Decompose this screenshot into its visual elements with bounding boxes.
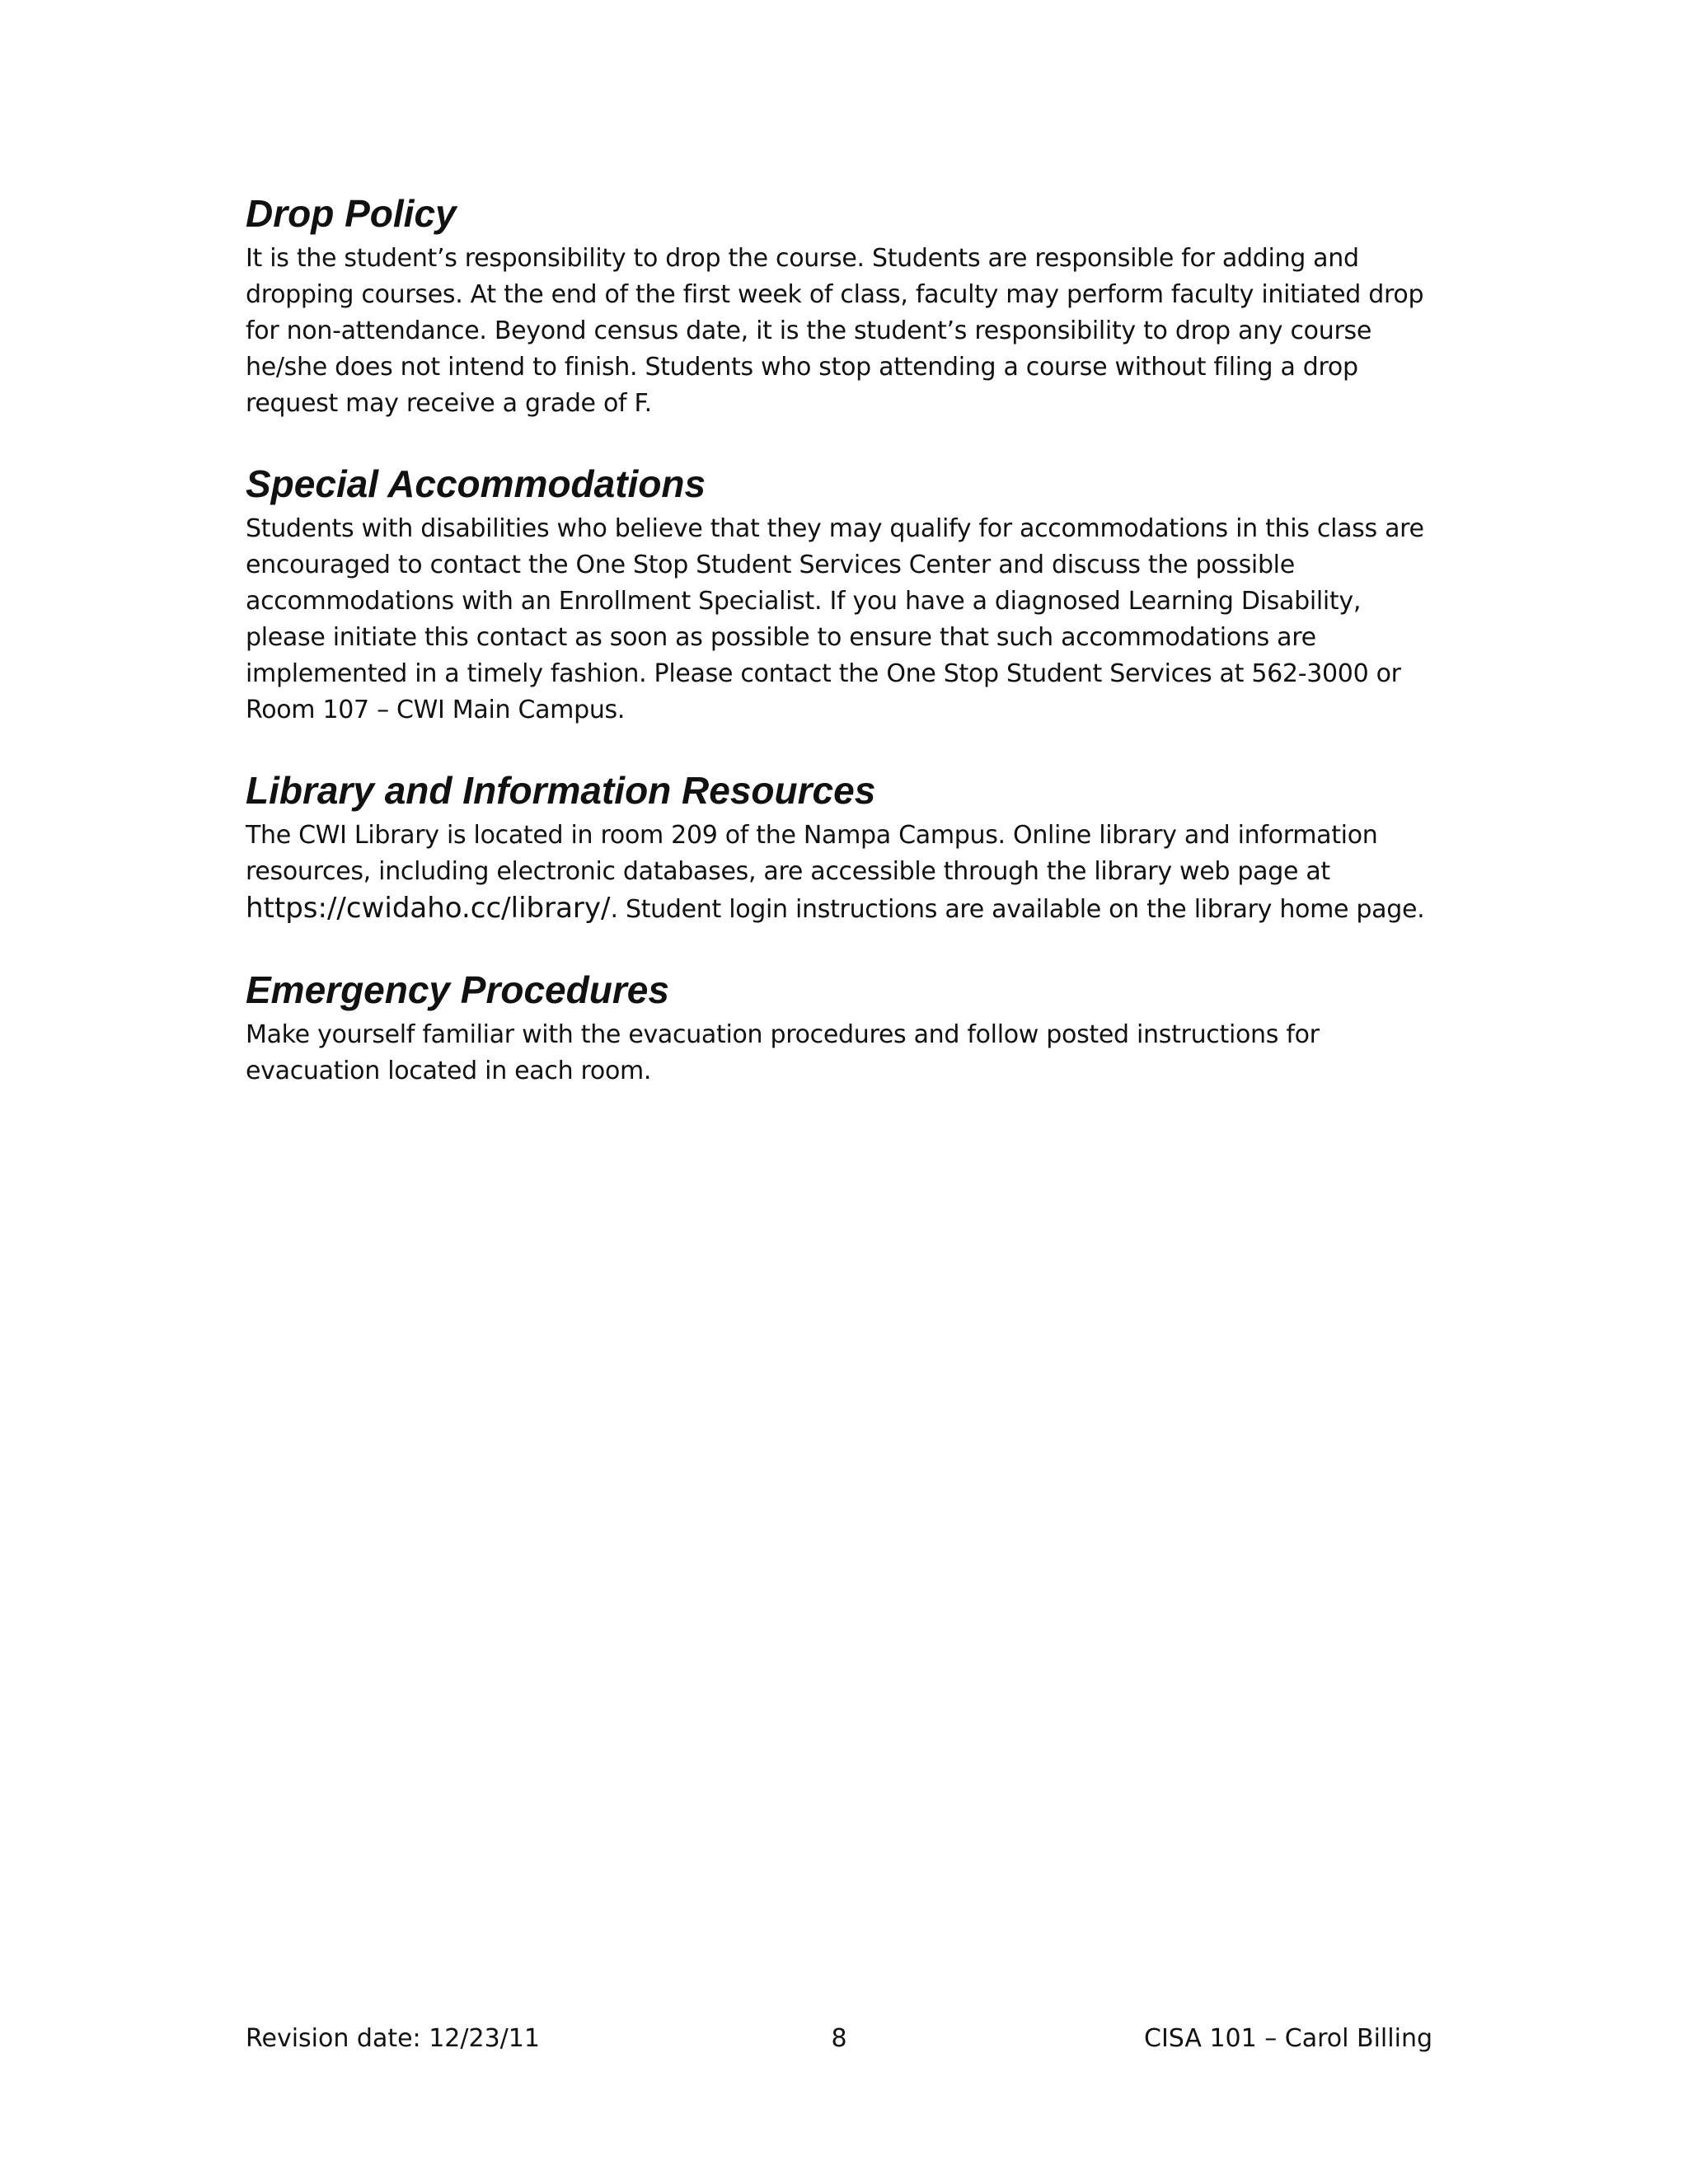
- section-heading: Drop Policy: [246, 192, 457, 235]
- footer-page-number: 8: [831, 2024, 847, 2053]
- page-footer: [246, 2021, 1432, 2057]
- section-special-accommodations: [246, 460, 1432, 729]
- section-heading: Emergency Procedures: [246, 968, 669, 1011]
- section-body-before-url: The CWI Library is located in room 209 of the Nampa Campus. Online library and information resources, including electronic databases, are accessible through the library web page at: [246, 821, 1378, 886]
- section-drop-policy: [246, 190, 1432, 422]
- page-content: [246, 190, 1432, 1127]
- section-body-after-url: . Student login instructions are available on the library home page.: [610, 895, 1425, 924]
- library-url-link[interactable]: https://cwidaho.cc/library/: [246, 892, 611, 925]
- footer-course-name: CISA 101 – Carol Billing: [1144, 2024, 1432, 2053]
- section-heading: Library and Information Resources: [246, 769, 876, 812]
- section-library-resources: [246, 766, 1432, 928]
- section-emergency-procedures: [246, 966, 1432, 1090]
- section-body: Students with disabilities who believe that they may qualify for accommodations in this class are encouraged to contact the One Stop Student Services Center and discuss the possible accommodations with an Enrollment Specialist. If you have a diagnosed Learning Disability, please initiate this contact as soon as possible to ensure that such accommodations are implemented in a timely fashion. Please contact the One Stop Student Services at 562-3000 or Room 107 – CWI Main Campus.: [246, 514, 1424, 724]
- footer-revision-date: Revision date: 12/23/11: [246, 2024, 540, 2053]
- section-body: Make yourself familiar with the evacuation procedures and follow posted instructions for evacuation located in each room.: [246, 1020, 1320, 1085]
- section-heading: Special Accommodations: [246, 462, 706, 505]
- section-body: It is the student’s responsibility to drop the course. Students are responsible for adding and dropping courses. At the end of the first week of class, faculty may perform faculty initiated drop for non-attendance. Beyond census date, it is the student’s responsibility to drop any course he/she does not intend to finish. Students who stop attending a course without filing a drop request may receive a grade of F.: [246, 244, 1424, 418]
- section-body: [246, 818, 1432, 928]
